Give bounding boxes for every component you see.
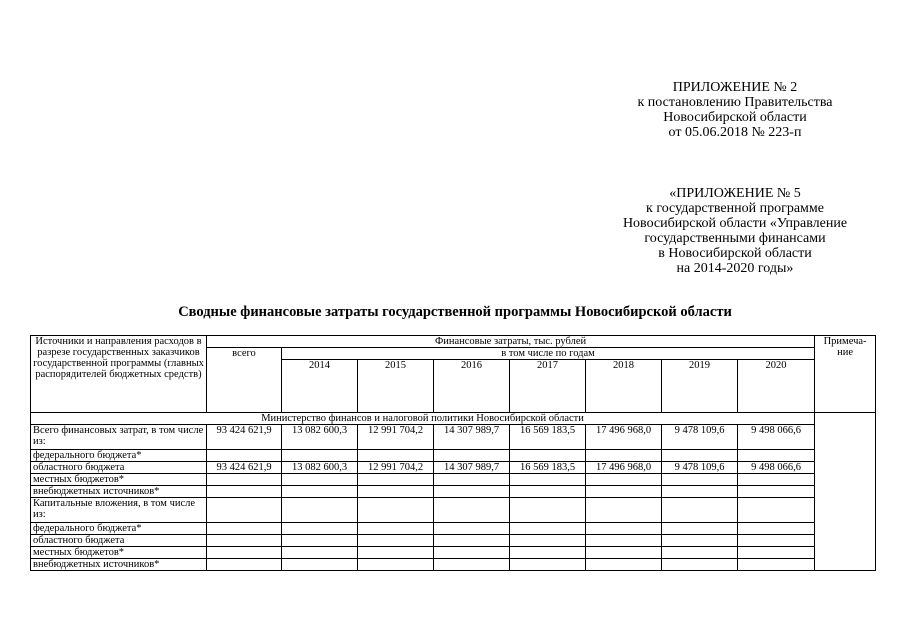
table-row: [31, 425, 876, 450]
value-2019: 9 478 109,6: [662, 425, 738, 450]
value-2016: [434, 547, 510, 559]
header-financial-costs: Финансовые затраты, тыс. рублей: [207, 336, 815, 348]
value-2017: [510, 535, 586, 547]
value-2019: [662, 486, 738, 498]
row-label: местных бюджетов*: [31, 474, 207, 486]
value-2019: [662, 535, 738, 547]
value-2017: 16 569 183,5: [510, 462, 586, 474]
value-2017: [510, 523, 586, 535]
table-row: [31, 474, 876, 486]
value-2015: [358, 535, 434, 547]
appendix-2-header: [600, 80, 870, 140]
appendix-2-line: к постановлению Правительства: [637, 95, 833, 110]
value-2016: [434, 486, 510, 498]
value-total: [207, 547, 282, 559]
value-total: [207, 523, 282, 535]
value-2018: [586, 547, 662, 559]
value-2020: 9 498 066,6: [738, 462, 815, 474]
value-2016: [434, 523, 510, 535]
table-row: [31, 523, 876, 535]
value-2019: 9 478 109,6: [662, 462, 738, 474]
value-2015: [358, 523, 434, 535]
value-2019: [662, 547, 738, 559]
value-2015: [358, 559, 434, 571]
value-2015: [358, 547, 434, 559]
value-2018: [586, 450, 662, 462]
table-row: [31, 498, 876, 523]
table-row: [31, 486, 876, 498]
appendix-5-header: [590, 186, 880, 276]
header-year-2016: 2016: [434, 360, 510, 413]
value-2015: [358, 486, 434, 498]
header-year-2019: 2019: [662, 360, 738, 413]
value-total: [207, 450, 282, 462]
value-total: 93 424 621,9: [207, 425, 282, 450]
row-label: Всего финансовых затрат, в том числе из:: [31, 425, 207, 450]
value-2014: [282, 498, 358, 523]
value-2015: 12 991 704,2: [358, 462, 434, 474]
value-2016: [434, 559, 510, 571]
value-2019: [662, 474, 738, 486]
value-2020: [738, 547, 815, 559]
value-2014: 13 082 600,3: [282, 462, 358, 474]
value-2020: [738, 498, 815, 523]
value-2020: [738, 474, 815, 486]
table-row: [31, 462, 876, 474]
value-2018: [586, 486, 662, 498]
value-2019: [662, 523, 738, 535]
value-2016: 14 307 989,7: [434, 462, 510, 474]
value-2017: [510, 450, 586, 462]
appendix-2-line: ПРИЛОЖЕНИЕ № 2: [672, 80, 798, 95]
appendix-5-line: государственными финансами: [644, 231, 826, 246]
header-year-2020: 2020: [738, 360, 815, 413]
value-2017: [510, 474, 586, 486]
header-by-year: в том числе по годам: [282, 348, 815, 360]
row-label: внебюджетных источников*: [31, 559, 207, 571]
value-total: [207, 474, 282, 486]
value-2017: [510, 559, 586, 571]
value-2014: [282, 547, 358, 559]
row-label: федерального бюджета*: [31, 523, 207, 535]
value-2020: [738, 450, 815, 462]
header-year-2014: 2014: [282, 360, 358, 413]
value-2020: 9 498 066,6: [738, 425, 815, 450]
value-total: 93 424 621,9: [207, 462, 282, 474]
value-2017: [510, 486, 586, 498]
header-year-2017: 2017: [510, 360, 586, 413]
value-2014: [282, 535, 358, 547]
value-2018: [586, 559, 662, 571]
appendix-5-line: на 2014-2020 годы»: [676, 261, 794, 276]
row-label: областного бюджета: [31, 535, 207, 547]
financial-costs-table: [30, 335, 876, 571]
value-2015: [358, 474, 434, 486]
row-label: внебюджетных источников*: [31, 486, 207, 498]
row-label: местных бюджетов*: [31, 547, 207, 559]
value-2015: [358, 450, 434, 462]
table-row: [31, 450, 876, 462]
value-2019: [662, 498, 738, 523]
value-2020: [738, 486, 815, 498]
value-2016: [434, 535, 510, 547]
section-ministry: Министерство финансов и налоговой политики Новосибирской области: [31, 413, 815, 425]
row-label: федерального бюджета*: [31, 450, 207, 462]
value-2017: [510, 547, 586, 559]
value-2016: [434, 450, 510, 462]
value-total: [207, 486, 282, 498]
value-2014: [282, 486, 358, 498]
value-2014: 13 082 600,3: [282, 425, 358, 450]
row-label: Капитальные вложения, в том числе из:: [31, 498, 207, 523]
appendix-5-line: «ПРИЛОЖЕНИЕ № 5: [669, 186, 801, 201]
table-row: [31, 547, 876, 559]
value-total: [207, 498, 282, 523]
value-2018: [586, 523, 662, 535]
value-2018: [586, 474, 662, 486]
note-cell: [815, 413, 876, 571]
row-label: областного бюджета: [31, 462, 207, 474]
appendix-5-line: к государственной программе: [646, 201, 824, 216]
value-2019: [662, 450, 738, 462]
value-2015: 12 991 704,2: [358, 425, 434, 450]
value-2017: 16 569 183,5: [510, 425, 586, 450]
value-2016: 14 307 989,7: [434, 425, 510, 450]
table-row: [31, 535, 876, 547]
value-2020: [738, 523, 815, 535]
value-2020: [738, 535, 815, 547]
appendix-2-line: Новосибирской области: [663, 110, 807, 125]
value-2014: [282, 523, 358, 535]
header-year-2015: 2015: [358, 360, 434, 413]
document-title: Сводные финансовые затраты государственной программы Новосибирской области: [178, 304, 732, 320]
header-note: Примеча-ние: [815, 336, 876, 413]
value-2018: 17 496 968,0: [586, 425, 662, 450]
value-2018: [586, 498, 662, 523]
value-2019: [662, 559, 738, 571]
value-total: [207, 535, 282, 547]
value-2018: [586, 535, 662, 547]
appendix-2-line: от 05.06.2018 № 223-п: [668, 125, 802, 140]
header-year-2018: 2018: [586, 360, 662, 413]
value-2018: 17 496 968,0: [586, 462, 662, 474]
appendix-5-line: в Новосибирской области: [658, 246, 812, 261]
appendix-5-line: Новосибирской области «Управление: [622, 216, 848, 231]
value-2017: [510, 498, 586, 523]
value-2015: [358, 498, 434, 523]
header-sources: Источники и направления расходов в разрезе государственных заказчиков государственной программы (главных распорядителей бюджетных средств): [31, 336, 207, 413]
table-row: [31, 559, 876, 571]
value-2020: [738, 559, 815, 571]
value-2014: [282, 559, 358, 571]
header-total: всего: [207, 348, 282, 413]
value-2016: [434, 474, 510, 486]
value-2016: [434, 498, 510, 523]
value-2014: [282, 474, 358, 486]
value-total: [207, 559, 282, 571]
value-2014: [282, 450, 358, 462]
